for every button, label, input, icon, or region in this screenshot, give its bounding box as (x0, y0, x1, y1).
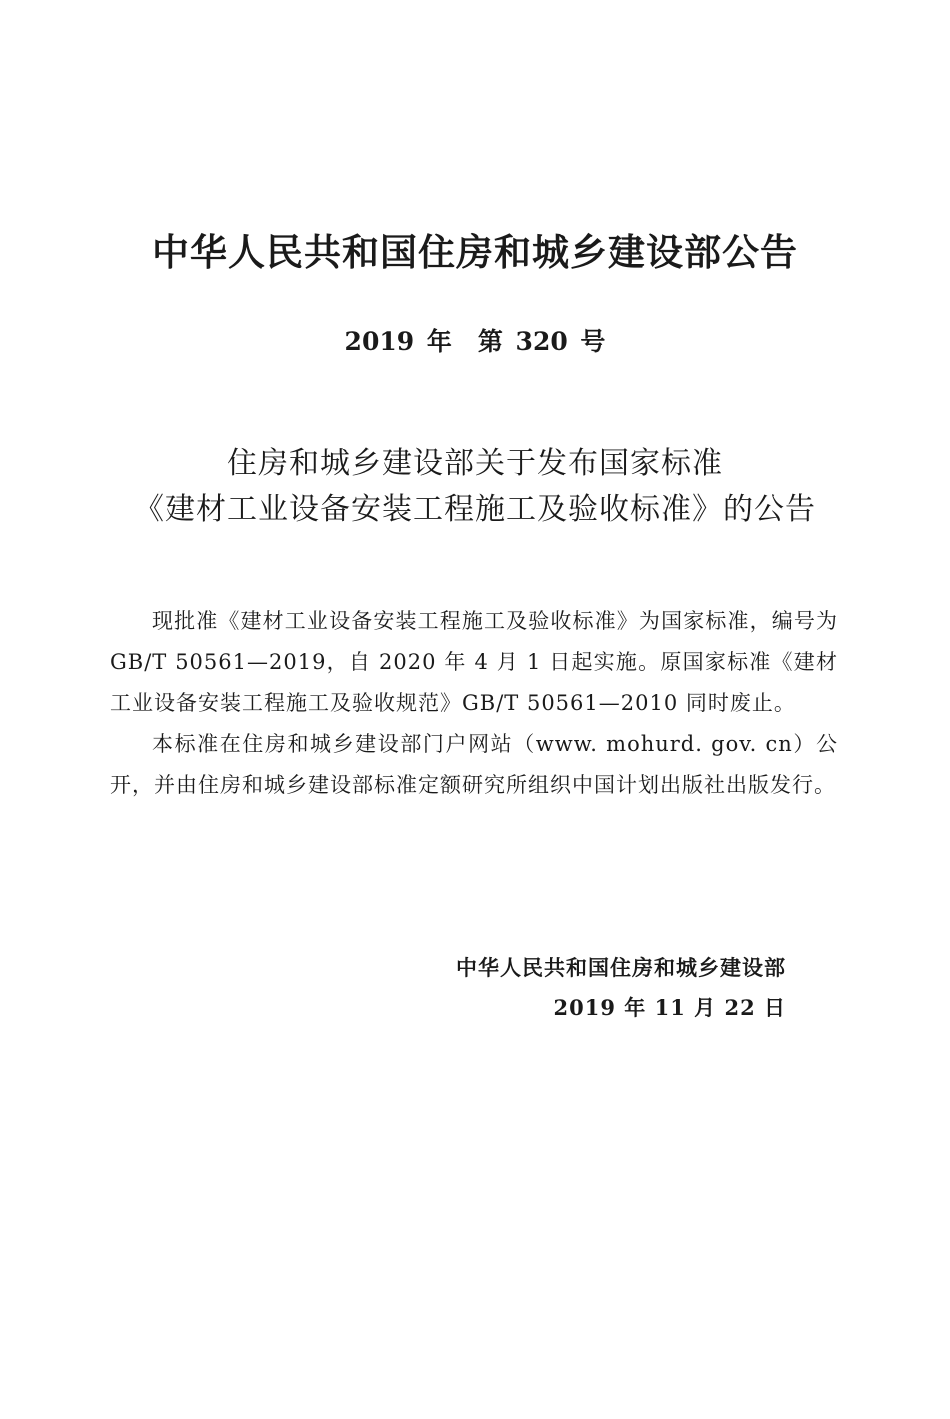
issue-year: 2019 年 (344, 327, 452, 356)
body-paragraph-2: 本标准在住房和城乡建设部门户网站（www. mohurd. gov. cn）公开，并由住房和城乡建设部标准定额研究所组织中国计划出版社出版发行。 (110, 732, 838, 797)
issue-number (0, 324, 950, 360)
announcement-title: 中华人民共和国住房和城乡建设部公告 (152, 231, 798, 274)
issue-serial: 第 320 号 (477, 327, 606, 356)
subtitle-line-2: 《建材工业设备安装工程施工及验收标准》的公告 (134, 492, 816, 527)
announcement-body (110, 601, 838, 806)
issuer-name: 中华人民共和国住房和城乡建设部 (456, 956, 786, 980)
subtitle-line-1: 住房和城乡建设部关于发布国家标准 (227, 446, 723, 481)
body-paragraph-1: 现批准《建材工业设备安装工程施工及验收标准》为国家标准，编号为 GB/T 50561—2019，自 2020 年 4 月 1 日起实施。原国家标准《建材工业设备安装工程施工及验收规范》GB/T 50561—2010 同时废止。 (110, 609, 838, 715)
issue-date: 2019 年 11 月 22 日 (553, 995, 786, 1020)
announcement-subtitle (0, 441, 950, 533)
signature-block (456, 948, 786, 1028)
